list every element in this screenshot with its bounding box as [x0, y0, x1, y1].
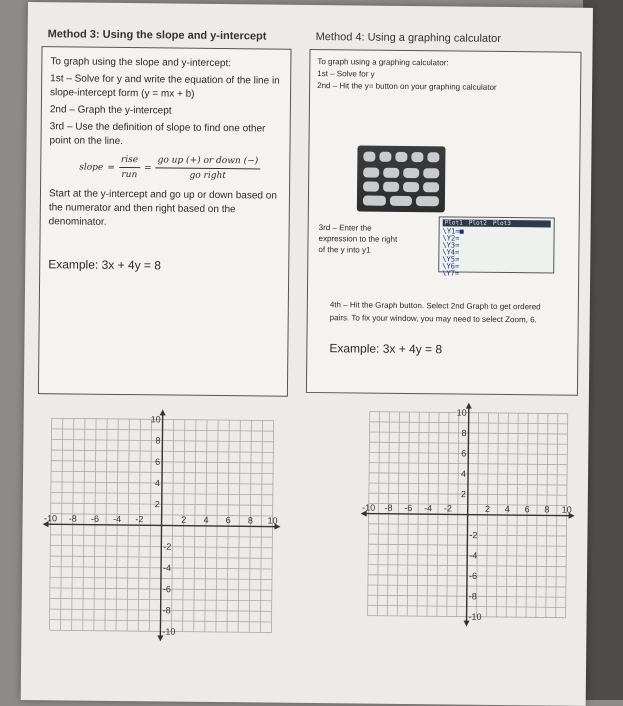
x-tick-label: -8 — [68, 513, 77, 524]
method4-step1: 1st – Solve for y — [317, 69, 375, 79]
x-tick-label: 4 — [504, 504, 510, 515]
y5-line: \Y5= — [442, 255, 460, 264]
method4-step3: 3rd – Enter the expression to the right of the y into y1 — [318, 223, 398, 255]
plot1-label: Plot1 — [444, 219, 463, 227]
y-tick-label: 4 — [154, 477, 161, 489]
x-tick-label: -6 — [404, 502, 413, 514]
right-coordinate-grid — [353, 397, 581, 631]
method3-step3: 3rd – Use the definition of slope to find one other point on the line. — [49, 121, 266, 148]
formula-rise: rise — [119, 153, 140, 168]
calculator-y-equals-screen — [438, 216, 555, 278]
method3-column — [38, 28, 292, 397]
y-tick-label: 2 — [460, 489, 466, 500]
method4-step4: 4th – Hit the Graph button. Select 2nd Graph to get ordered pairs. To fix your window, you may need to select Zoom, 6. — [329, 300, 541, 325]
x-tick-label: -2 — [443, 503, 452, 514]
y-tick-label: 6 — [155, 456, 161, 467]
y-tick-label: -6 — [468, 570, 478, 581]
formula-up-down: go up (+) or down (−) — [156, 153, 261, 169]
x-tick-label: 2 — [181, 514, 187, 525]
formula-go-right: go right — [189, 170, 226, 182]
x-tick-label: 4 — [203, 514, 209, 525]
y-tick-label: -4 — [163, 562, 172, 573]
x-tick-label: 8 — [544, 504, 550, 515]
x-tick-label: -8 — [384, 502, 393, 513]
method3-box — [38, 46, 292, 397]
y-tick-label: 8 — [155, 435, 161, 446]
plot-header — [443, 219, 551, 227]
method4-intro: To graph using a graphing calculator: — [317, 57, 449, 68]
y-tick-label: 4 — [461, 468, 467, 479]
up-over-right — [155, 153, 260, 183]
method3-example: Example: 3x + 4y = 8 — [48, 257, 162, 273]
formula-slope-word: slope — [79, 162, 104, 173]
x-tick-label: -10 — [44, 513, 58, 524]
y-tick-label: 8 — [461, 427, 467, 439]
x-tick-label: -4 — [424, 503, 433, 514]
plot2-label: Plot2 — [468, 219, 487, 227]
slope-formula: slope = $\frac{\text{rise}}{\text{run}}$ = $\frac{\text{go up (+) or down (−)}}{\text{go right}}$ — [79, 153, 281, 184]
y-tick-label: -10 — [162, 626, 176, 637]
y-tick-label: -6 — [162, 584, 171, 595]
worksheet-page — [21, 2, 593, 706]
x-tick-label: 8 — [247, 515, 253, 526]
x-tick-label: -2 — [135, 514, 144, 525]
y4-line: \Y4= — [442, 248, 460, 257]
x-tick-label: 6 — [225, 515, 231, 526]
rise-over-run — [119, 153, 140, 182]
y-tick-label: 10 — [150, 414, 161, 425]
y-tick-label: 6 — [461, 448, 467, 459]
left-coordinate-grid — [35, 404, 287, 647]
y6-line: \Y6= — [442, 262, 460, 271]
method3-step1: 1st – Solve for y and write the equation of the line in slope-intercept form (y = mx + b) — [49, 73, 280, 100]
y-tick-label: 2 — [154, 499, 160, 510]
x-tick-label: 6 — [524, 504, 530, 515]
y-tick-label: -8 — [162, 605, 171, 616]
method4-heading: Method 4: Using a graphing calculator — [315, 31, 501, 45]
plot3-label: Plot3 — [492, 219, 511, 228]
y-tick-label: 10 — [456, 407, 467, 418]
y-tick-label: -8 — [468, 591, 477, 602]
method3-start-text: Start at the y-intercept and go up or down based on the numerator and then right based on the denominator. — [48, 188, 277, 228]
calculator-keypad-image — [357, 145, 446, 212]
method3-intro: To graph using the slope and y-intercept: — [50, 56, 232, 70]
method4-example: Example: 3x + 4y = 8 — [329, 341, 443, 357]
method3-step2: 2nd – Graph the y-intercept — [49, 104, 172, 117]
y2-line: \Y2= — [442, 234, 460, 243]
x-tick-label: -6 — [90, 513, 100, 524]
y-tick-label: -10 — [468, 611, 482, 622]
y7-line: \Y7= — [442, 269, 460, 278]
method4-column — [306, 31, 582, 396]
y1-line: \Y1=■ — [442, 227, 464, 236]
y-tick-label: -4 — [469, 550, 478, 561]
method3-heading: Method 3: Using the slope and y-intercept — [47, 28, 267, 43]
method4-step2: 2nd – Hit the y= button on your graphing calculator — [317, 81, 497, 92]
x-tick-label: 2 — [484, 503, 491, 514]
y-tick-label: -2 — [163, 541, 172, 552]
y-tick-label: -2 — [469, 530, 478, 541]
formula-run: run — [121, 169, 138, 181]
method4-box — [306, 49, 582, 396]
x-tick-label: -10 — [362, 502, 376, 513]
x-tick-label: 10 — [561, 504, 572, 515]
x-tick-label: -4 — [113, 513, 122, 525]
y3-line: \Y3= — [442, 241, 460, 250]
x-tick-label: 10 — [267, 515, 278, 526]
